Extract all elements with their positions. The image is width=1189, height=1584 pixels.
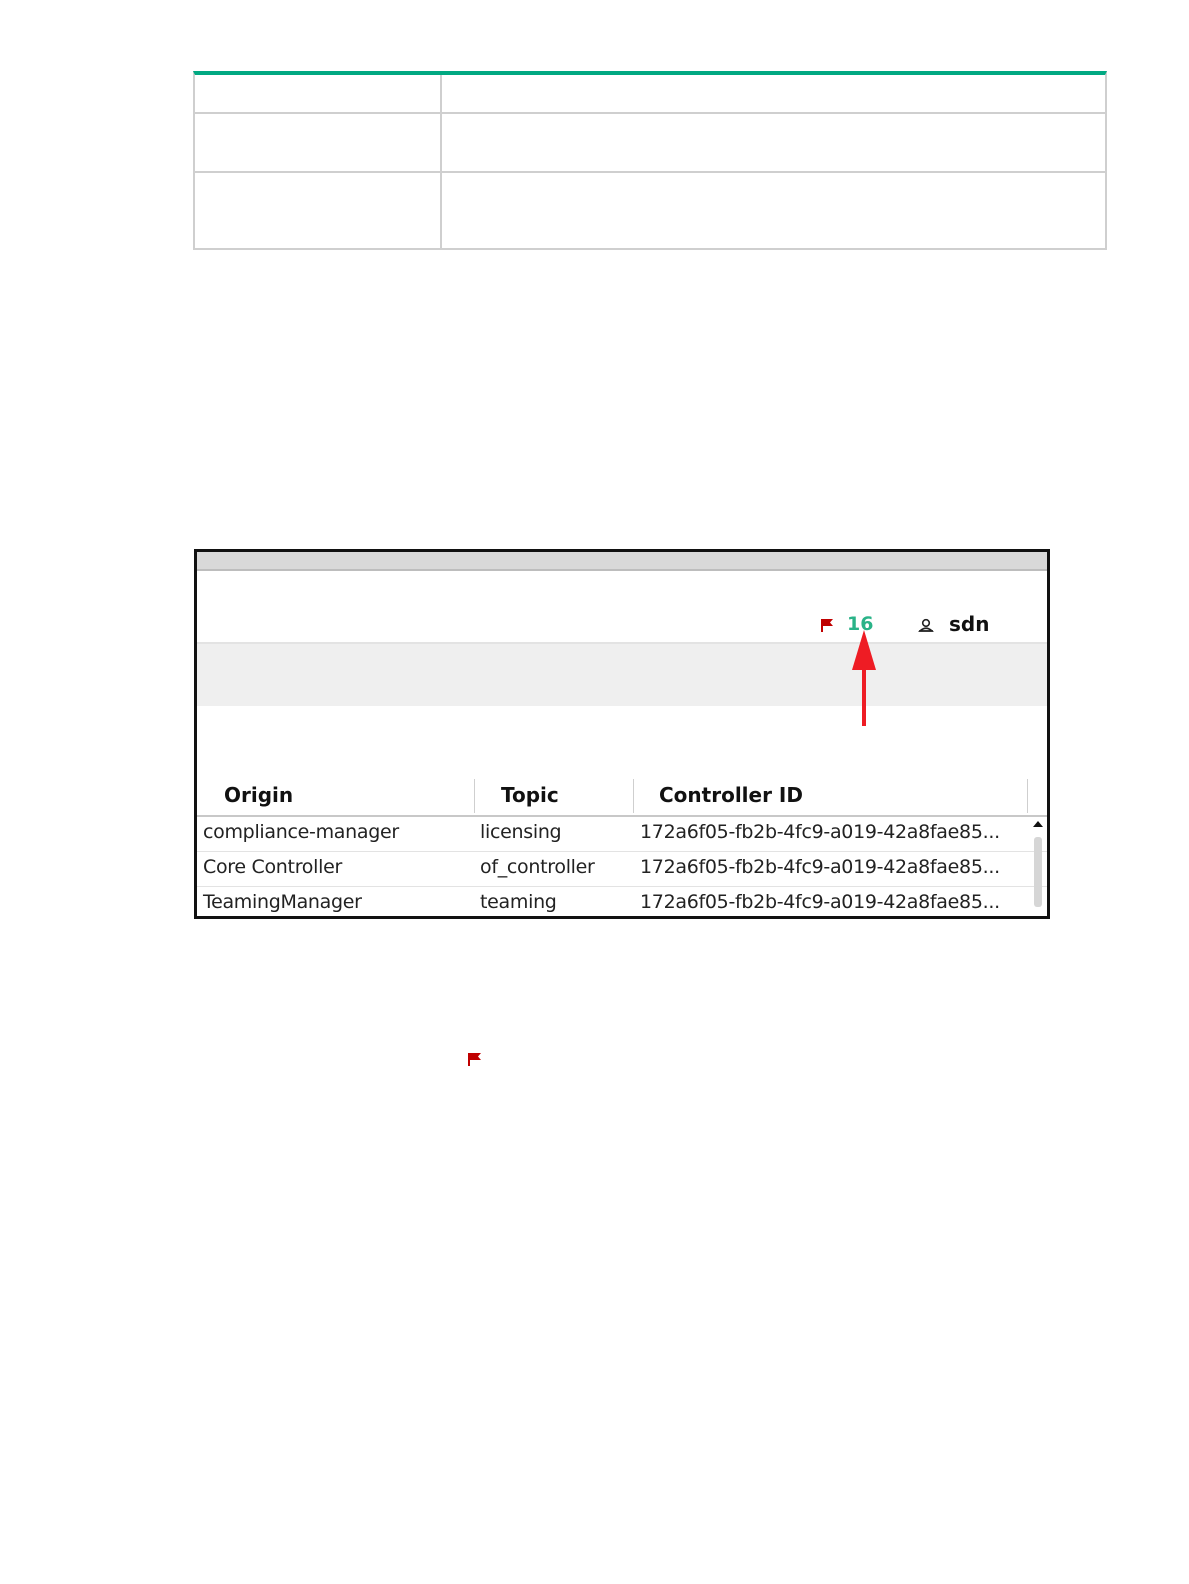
- column-resizer[interactable]: [474, 779, 475, 813]
- column-resizer[interactable]: [1027, 779, 1028, 813]
- table-row: [195, 173, 1105, 250]
- scroll-thumb[interactable]: [1034, 837, 1042, 907]
- table-row[interactable]: [197, 817, 1047, 852]
- user-name[interactable]: sdn: [949, 612, 990, 636]
- cell-origin: TeamingManager: [203, 891, 362, 913]
- scroll-up-arrow-icon[interactable]: [1033, 821, 1043, 827]
- column-header-topic[interactable]: Topic: [501, 783, 559, 807]
- table-row: [195, 114, 1105, 173]
- screenshot-frame: [194, 549, 1050, 919]
- column-resizer[interactable]: [633, 779, 634, 813]
- cell-topic: licensing: [480, 821, 562, 843]
- column-header-origin[interactable]: Origin: [224, 783, 294, 807]
- user-icon: [918, 618, 934, 632]
- cell-origin: compliance-manager: [203, 821, 399, 843]
- annotation-arrow: [849, 628, 879, 728]
- cell-controller-id: 172a6f05-fb2b-4fc9-a019-42a8fae85...: [640, 821, 1000, 843]
- cell-topic: teaming: [480, 891, 557, 913]
- table-header-row: [195, 75, 1105, 114]
- alert-count[interactable]: 16: [847, 613, 874, 635]
- table-row[interactable]: [197, 887, 1047, 919]
- flag-icon[interactable]: [820, 618, 836, 632]
- vertical-scrollbar[interactable]: [1031, 817, 1045, 916]
- column-header-controller-id[interactable]: Controller ID: [659, 783, 803, 807]
- toolbar-band: [197, 644, 1047, 706]
- column-divider: [440, 75, 442, 248]
- grid-body: [197, 817, 1047, 919]
- cell-controller-id: 172a6f05-fb2b-4fc9-a019-42a8fae85...: [640, 891, 1000, 913]
- top-banner: [197, 571, 1047, 644]
- cell-topic: of_controller: [480, 856, 595, 878]
- table-row[interactable]: [197, 852, 1047, 887]
- alerts-grid: [197, 777, 1047, 916]
- document-table: [193, 71, 1107, 250]
- grid-header: [197, 777, 1047, 817]
- cell-origin: Core Controller: [203, 856, 342, 878]
- flag-icon: [467, 1052, 483, 1066]
- window-title-bar: [197, 552, 1047, 571]
- cell-controller-id: 172a6f05-fb2b-4fc9-a019-42a8fae85...: [640, 856, 1000, 878]
